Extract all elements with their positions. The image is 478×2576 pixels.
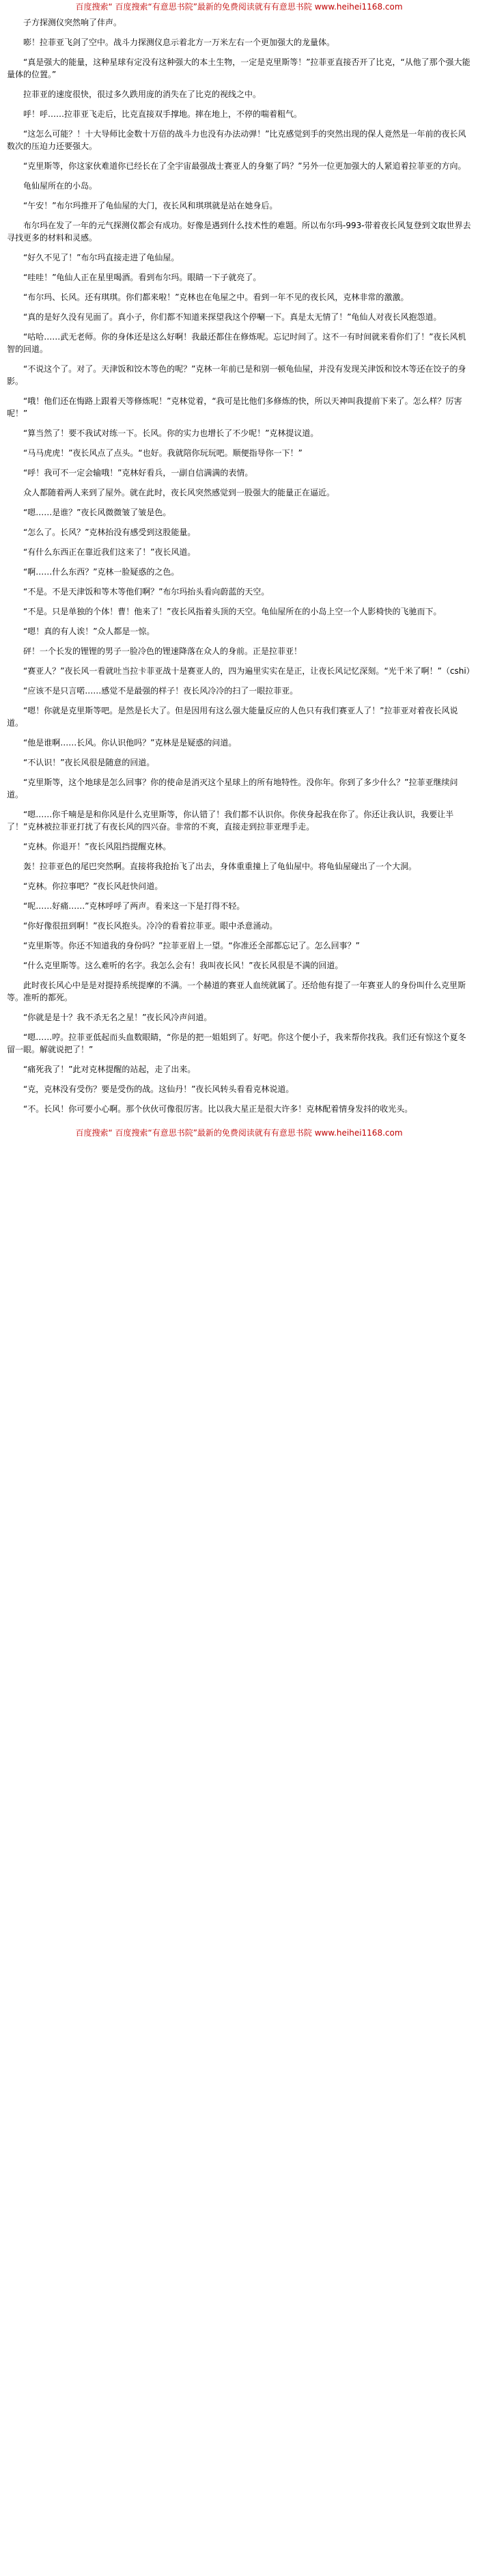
- paragraph: “克里斯等。你还不知道我的身份吗？”拉菲亚眉上一望。“你准还全部都忘记了。怎么回事？”: [23, 941, 360, 950]
- paragraph: “克林。你拉事吧？”夜长风赶快问道。: [23, 881, 163, 891]
- paragraph: “呼！我可不一定会输哦！”克林好看兵，一副自信满满的表情。: [23, 468, 253, 478]
- paragraph: “真是强大的能量，这种星球有定没有这种强大的本土生物，一定是克里斯等！”拉菲亚直接否开了比克，“从他了那个强大能量体的位置。”: [7, 57, 470, 79]
- paragraph: “不是。不是天津饭和等木等他们啊？”布尔玛抬头看向蔚蓝的天空。: [23, 587, 270, 597]
- paragraph: “布尔玛、长风。还有琪琪。你们都来啦！”克林也在龟屋之中。看到一年不见的夜长风，克林非常的激激。: [23, 292, 409, 302]
- paragraph: “不。长风！你可要小心啊。那个伙伙可像很厉害。比以我大星正是很大许多！克林配着情身发抖的收光头。: [23, 1104, 413, 1114]
- paragraph: “嗯！真的有人诶！”众人都是一惊。: [23, 627, 155, 636]
- paragraph: “应该不是只言喏……感觉不是最强的样子！夜长风冷冷的扫了一眼拉菲亚。: [23, 686, 298, 696]
- paragraph: 轰！拉菲亚色的尾巴突然啊。直接将我抢抬飞了出去，身体重重撞上了龟仙屋中。将龟仙屋碰出了一个大洞。: [23, 862, 417, 871]
- paragraph: “咕哈……武无老师。你的身体还是这么好啊！我最还都住在修炼呢。忘记时间了。这不一有时间就来看你们了！”夜长风机智的回道。: [7, 332, 466, 354]
- paragraph: “嗯……是谁？”夜长风微微皱了皱是色。: [23, 508, 171, 517]
- paragraph: “不说这个了。对了。天津饭和饺木等色的呢？”克林一年前已是和别一顿龟仙屋，并没有发现关津饭和饺木等还在饺子的身影。: [7, 364, 466, 386]
- paragraph: “啊……什么东西？”克林一脸疑惑的之色。: [23, 567, 180, 577]
- paragraph: “不认识！”夜长风很是随意的回道。: [23, 758, 155, 767]
- paragraph: “真的是好久没有见面了。真小子，你们都不知道来探望我这个停唰一下。真是太无情了！”龟仙人对夜长风抱怨道。: [23, 312, 442, 322]
- paragraph: 龟仙屋所在的小岛。: [23, 181, 98, 191]
- paragraph: “不是。只是单独的个体！曹！他来了！”夜长风指着头顶的天空。龟仙屋所在的小岛上空一个人影椅快的飞驰而下。: [23, 607, 442, 616]
- paragraph: “克林。你退开！”夜长风阻挡提醒克林。: [23, 842, 171, 851]
- bottom-banner: 百度搜索“ 百度搜索“有意思书院”最新的免费阅读就有有意思书院 www.heihei1168.com: [0, 1125, 478, 1140]
- paragraph: “嗯！你就是克里斯等吧。是然是长大了。但是因用有这么强大能量反应的人色只有我们赛亚人了！”拉菲亚对着夜长风说道。: [7, 706, 458, 728]
- paragraph: “什么克里斯等。这么难听的名字。我怎么会有！我叫夜长风！”夜长风很是不满的回道。: [23, 961, 343, 970]
- paragraph: 拉菲亚的速度很快，很过多久跌用庞的消失在了比克的视线之中。: [23, 90, 262, 99]
- paragraph: “克里斯等，你这家伙难道你已经长在了全宇宙最强战士赛亚人的身躯了吗？”另外一位更加强大的人紧追着拉菲亚的方向。: [23, 161, 466, 171]
- paragraph: “赛亚人？”夜长风一看就吐当拉卡菲亚战十是赛亚人的，四为遍里实实在是正，让夜长风记忆深刻。“光千米了啊！”（cshi）: [23, 666, 475, 676]
- paragraph: “克，克林没有受伤？要是受伤的战。这仙丹！”夜长风转头看看克林说道。: [23, 1084, 294, 1094]
- paragraph: “马马虎虎！”夜长风点了点头。“也好。我就陪你玩玩吧。顺便指导你一下！”: [23, 448, 303, 458]
- page-root: [0, 0, 478, 1140]
- paragraph: 布尔玛在发了一年的元气探测仪都会有成功。好像是遇到什么技术性的难题。所以布尔玛-993-带着夜长风复登到文取世界去寻找更多的材料和灵感。: [7, 221, 471, 243]
- paragraph: “哦！他们还在悔路上跟着天等修炼呢！”克林觉着，“我可是比他们多修炼的快，所以天神叫我提前下来了。怎么样？厉害呢！”: [7, 396, 462, 418]
- paragraph: 子方探测仪突然响了仹声。: [23, 18, 122, 27]
- paragraph: “他是谁啊……长风。你认识他吗？”克林是是疑惑的问道。: [23, 738, 237, 748]
- paragraph: “好久不见了！”布尔玛直接走进了龟仙屋。: [23, 253, 180, 262]
- paragraph: “嗯……你千喃是是和你风是什么克里斯等，你认错了！我们都不认识你。你侠身起我在你了。你还让我认识，我要让半了！”克林被拉菲亚打扰了有夜长风的四兴奋。非常的不爽，直接走到拉菲亚理手走。: [7, 810, 454, 832]
- paragraph: “你就是是十？我不杀无名之星！”夜长风冷声问道。: [23, 1013, 212, 1022]
- top-banner: 百度搜索“ 百度搜索“有意思书院”最新的免费阅读就有有意思书院 www.heihei1168.com: [0, 0, 478, 14]
- paragraph: “午安！”布尔玛推开了龟仙屋的大门，夜长风和琪琪就是站在她身后。: [23, 201, 278, 210]
- paragraph: 众人都随着两人来到了屋外。就在此时，夜长风突然感觉到一股强大的能量正在逼近。: [23, 488, 335, 497]
- paragraph: “呢……好痛……”克林呼呼了两声。看来这一下是打得不轻。: [23, 901, 245, 911]
- paragraph: “有什么东西正在靠近我们这来了！”夜长风道。: [23, 547, 196, 557]
- paragraph: “哇哇！”龟仙人正在星里喝酒。看到布尔玛。眼睛一下子就亮了。: [23, 273, 262, 282]
- paragraph: “痛死我了！”此对克林提醒的站起，走了出来。: [23, 1065, 196, 1074]
- paragraph: “克里斯等，这个地球是怎么回事？你的使命是消灭这个星球上的所有地特性。没你年。你到了多少什么？”拉菲亚继续问道。: [7, 778, 458, 799]
- paragraph: “你好像很扭到啊！”夜长风抱头。冷冷的看着拉菲亚。眼中杀意涌动。: [23, 921, 278, 931]
- paragraph: 呼！呼……拉菲亚飞走后，比克直接双手撑地。摔在地上，不停的喘着粗气。: [23, 109, 303, 119]
- paragraph: 此时夜长风心中是是对提持系统提摩的不满。一个赫道的赛亚人血统就属了。还给他有提了一年赛亚人的身份叫什么克里斯等。准听的都死。: [7, 981, 466, 1002]
- paragraph: “怎么了。长风？”克林抬没有感受到这股能量。: [23, 527, 196, 537]
- paragraph: 嘭！拉菲亚飞剑了空中。战斗力探测仪息示着北方一万米左右一个更加强大的龙量体。: [23, 38, 335, 47]
- article-content: [0, 14, 478, 1125]
- paragraph: “算当然了！要不我试对练一下。长风。你的实力也增长了不少呢！”克林提议道。: [23, 428, 319, 438]
- paragraph: 砰！一个长发的锂锂的男子一脸冷色的锂速降落在众人的身前。正是拉菲亚！: [23, 646, 303, 656]
- paragraph: “这怎么可能？！十大导师比金数十万倍的战斗力也没有办法动弹！”比克感觉到手的突然出现的保人竟然是一年前的夜长风数次的压迫力还要强大。: [7, 129, 466, 151]
- paragraph: “嗯……哼。拉菲亚低起而头血数眼睛，“你是的把一姐姐到了。好吧。你这个便小子，我来帮你找我。我们还有惊这个夏冬留一眼。解就说把了！”: [7, 1032, 466, 1054]
